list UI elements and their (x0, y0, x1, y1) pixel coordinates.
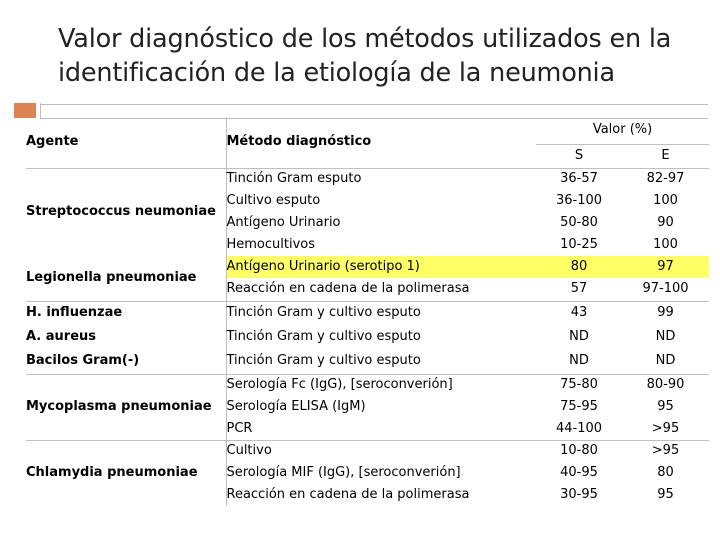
specificity-cell: 97-100 (642, 281, 689, 297)
sensitivity-cell: ND (569, 353, 589, 369)
table-row (26, 256, 709, 278)
specificity-cell: 80-90 (622, 374, 709, 396)
method-cell: Reacción en cadena de la polimerasa (226, 281, 470, 297)
sensitivity-cell: 57 (570, 281, 588, 297)
table-row (26, 168, 709, 190)
agent-header: Agente (26, 117, 226, 168)
specificity-cell: >95 (622, 440, 709, 462)
sensitivity-cell: 36-100 (555, 193, 603, 208)
method-cell: Hemocultivos (226, 237, 316, 252)
agent-name: Bacilos Gram(-) (26, 349, 226, 374)
specificity-cell: 95 (657, 487, 674, 502)
sensitivity-cell: 40-95 (560, 465, 598, 480)
agent-name: A. aureus (26, 325, 226, 349)
method-cell: Tinción Gram y cultivo esputo (226, 353, 421, 369)
specificity-cell: 90 (657, 215, 674, 230)
method-header: Método diagnóstico (226, 134, 372, 150)
method-cell: Tinción Gram y cultivo esputo (226, 329, 421, 344)
specificity-cell: 80 (657, 465, 674, 480)
value-header: Valor (%) (536, 117, 709, 144)
specificity-cell: 82-97 (622, 168, 709, 190)
table-row (26, 440, 709, 462)
method-cell: Serología ELISA (IgM) (226, 399, 366, 414)
sensitivity-cell: 44-100 (555, 420, 603, 436)
method-cell: Reacción en cadena de la polimerasa (226, 487, 470, 502)
method-cell: Antígeno Urinario (226, 215, 341, 230)
method-cell: Serología Fc (IgG), [seroconverión] (226, 374, 536, 396)
table-row (26, 374, 709, 396)
specificity-cell: 95 (657, 399, 674, 414)
table-row (26, 325, 709, 349)
method-cell: Tinción Gram esputo (226, 168, 536, 190)
method-cell: Serología MIF (IgG), [seroconverión] (226, 465, 461, 480)
table-row (26, 349, 709, 374)
agent-name: H. influenzae (26, 301, 226, 325)
specificity-cell: 97 (622, 256, 709, 278)
specificity-header: E (661, 148, 670, 163)
sensitivity-cell: 75-80 (536, 374, 622, 396)
specificity-cell: 100 (653, 193, 678, 208)
title-accent-square (14, 103, 36, 118)
sensitivity-cell: 80 (536, 256, 622, 278)
method-cell: Antígeno Urinario (serotipo 1) (226, 256, 536, 278)
sensitivity-cell: 43 (536, 301, 622, 325)
slide-title: Valor diagnóstico de los métodos utilizados en la identificación de la etiología de la neumonia (58, 24, 672, 88)
sensitivity-cell: 36-57 (536, 168, 622, 190)
sensitivity-cell: 50-80 (560, 215, 598, 230)
specificity-cell: 99 (622, 301, 709, 325)
sensitivity-header: S (574, 148, 584, 163)
specificity-cell: 100 (653, 237, 678, 252)
method-cell: PCR (226, 420, 253, 436)
agent-name: Streptococcus neumoniae (26, 168, 226, 256)
sensitivity-cell: 10-80 (536, 440, 622, 462)
method-cell: Cultivo (226, 440, 536, 462)
header-row (26, 117, 709, 144)
sensitivity-cell: ND (569, 329, 589, 344)
method-cell: Tinción Gram y cultivo esputo (226, 301, 536, 325)
agent-name: Mycoplasma pneumoniae (26, 374, 226, 440)
sensitivity-cell: 30-95 (560, 487, 598, 502)
specificity-cell: >95 (651, 420, 680, 436)
sensitivity-cell: 10-25 (560, 237, 598, 252)
specificity-cell: ND (655, 353, 676, 369)
sensitivity-cell: 75-95 (560, 399, 598, 414)
method-cell: Cultivo esputo (226, 193, 321, 208)
agent-name: Legionella pneumoniae (26, 256, 226, 301)
specificity-cell: ND (655, 329, 676, 344)
agent-name: Chlamydia pneumoniae (26, 440, 226, 506)
table-row (26, 301, 709, 325)
diagnostic-value-table (26, 117, 709, 506)
